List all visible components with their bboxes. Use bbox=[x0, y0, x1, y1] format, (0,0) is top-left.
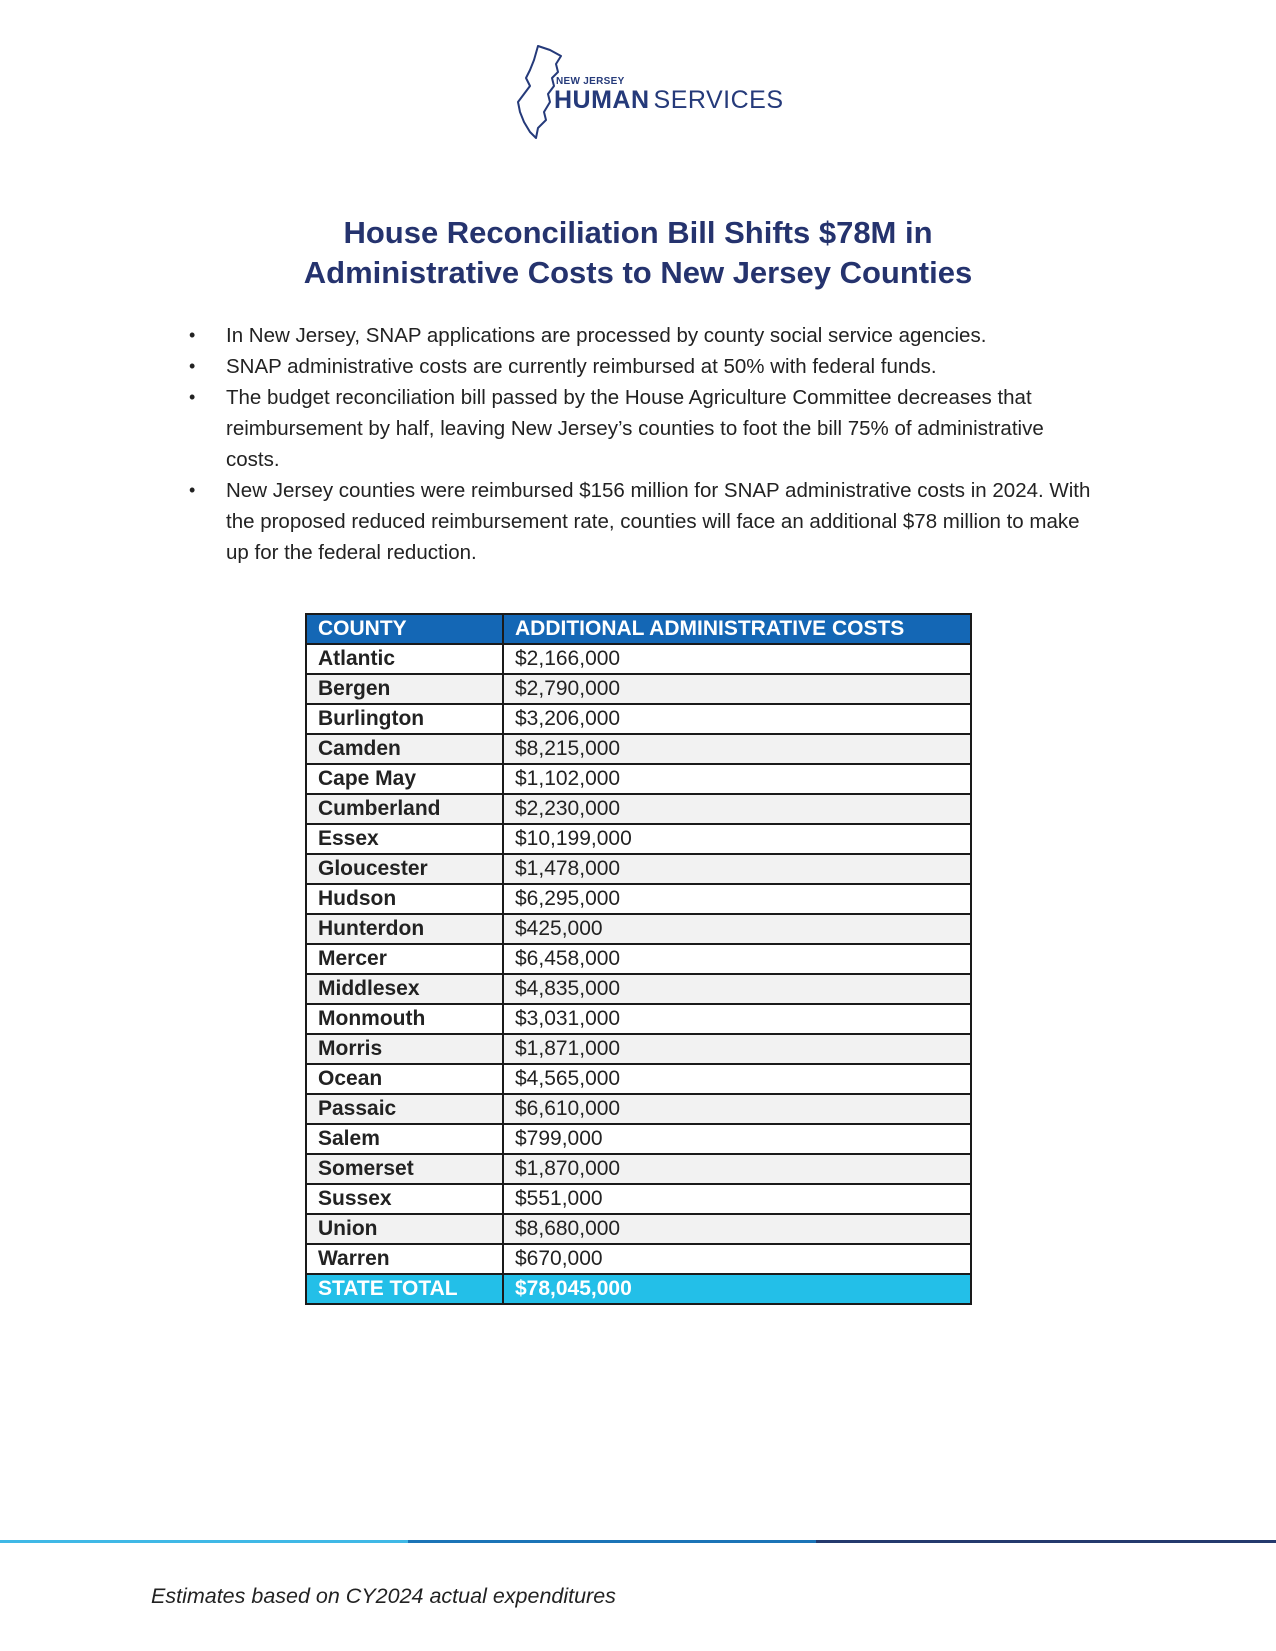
table-row bbox=[306, 764, 971, 794]
county-cost: $2,166,000 bbox=[503, 644, 971, 674]
table-row bbox=[306, 734, 971, 764]
table-row bbox=[306, 974, 971, 1004]
county-name: Mercer bbox=[306, 944, 503, 974]
county-name: Sussex bbox=[306, 1184, 503, 1214]
county-cost: $1,478,000 bbox=[503, 854, 971, 884]
logo-human-text: HUMAN bbox=[554, 86, 650, 114]
footer-rule-segment bbox=[0, 1540, 408, 1543]
county-name: Atlantic bbox=[306, 644, 503, 674]
column-header-costs: ADDITIONAL ADMINISTRATIVE COSTS bbox=[503, 614, 971, 644]
logo-state-label: NEW JERSEY bbox=[556, 76, 625, 87]
table-row bbox=[306, 1004, 971, 1034]
bullet-item bbox=[187, 320, 1097, 351]
county-cost: $3,031,000 bbox=[503, 1004, 971, 1034]
table-row bbox=[306, 1064, 971, 1094]
county-name: Warren bbox=[306, 1244, 503, 1274]
table-row bbox=[306, 884, 971, 914]
table-row bbox=[306, 854, 971, 884]
county-name: Middlesex bbox=[306, 974, 503, 1004]
county-name: Gloucester bbox=[306, 854, 503, 884]
bullet-dot-icon: • bbox=[189, 356, 196, 376]
table-row bbox=[306, 1184, 971, 1214]
county-name: Burlington bbox=[306, 704, 503, 734]
county-cost: $6,295,000 bbox=[503, 884, 971, 914]
county-cost: $425,000 bbox=[503, 914, 971, 944]
bullet-dot-icon: • bbox=[189, 387, 196, 407]
county-name: Camden bbox=[306, 734, 503, 764]
table-row bbox=[306, 914, 971, 944]
county-name: Monmouth bbox=[306, 1004, 503, 1034]
county-cost: $1,871,000 bbox=[503, 1034, 971, 1064]
county-cost: $4,565,000 bbox=[503, 1064, 971, 1094]
total-row bbox=[306, 1274, 971, 1304]
bullet-item bbox=[187, 475, 1097, 568]
table-row bbox=[306, 1244, 971, 1274]
nj-human-services-logo bbox=[516, 42, 816, 152]
county-cost: $799,000 bbox=[503, 1124, 971, 1154]
table-row bbox=[306, 1214, 971, 1244]
logo-services-text: SERVICES bbox=[653, 86, 784, 114]
bullet-text: New Jersey counties were reimbursed $156 million for SNAP administrative costs in 2024. With the proposed reduced reimbursement rate, counties will face an additional $78 million to make up for the federal reduction. bbox=[226, 479, 1091, 564]
total-label: STATE TOTAL bbox=[306, 1274, 503, 1304]
table-row bbox=[306, 944, 971, 974]
county-cost: $2,790,000 bbox=[503, 674, 971, 704]
column-header-county: COUNTY bbox=[306, 614, 503, 644]
bullet-dot-icon: • bbox=[189, 480, 196, 500]
county-cost: $670,000 bbox=[503, 1244, 971, 1274]
county-name: Ocean bbox=[306, 1064, 503, 1094]
bullet-text: The budget reconciliation bill passed by the House Agriculture Committee decreases that reimbursement by half, leaving New Jersey’s counties to foot the bill 75% of administrative costs. bbox=[226, 386, 1044, 471]
table-row bbox=[306, 674, 971, 704]
county-cost: $8,680,000 bbox=[503, 1214, 971, 1244]
county-name: Passaic bbox=[306, 1094, 503, 1124]
bullet-item bbox=[187, 351, 1097, 382]
footnote: Estimates based on CY2024 actual expenditures bbox=[151, 1584, 616, 1608]
table-row bbox=[306, 1034, 971, 1064]
table-row bbox=[306, 704, 971, 734]
county-cost: $8,215,000 bbox=[503, 734, 971, 764]
county-name: Salem bbox=[306, 1124, 503, 1154]
table-row bbox=[306, 794, 971, 824]
table-row bbox=[306, 644, 971, 674]
county-name: Hudson bbox=[306, 884, 503, 914]
county-cost: $3,206,000 bbox=[503, 704, 971, 734]
county-name: Morris bbox=[306, 1034, 503, 1064]
county-costs-table bbox=[305, 613, 972, 1305]
table-header-row bbox=[306, 614, 971, 644]
county-name: Cape May bbox=[306, 764, 503, 794]
county-cost: $2,230,000 bbox=[503, 794, 971, 824]
county-cost: $551,000 bbox=[503, 1184, 971, 1214]
county-cost: $6,458,000 bbox=[503, 944, 971, 974]
county-name: Bergen bbox=[306, 674, 503, 704]
bullet-dot-icon: • bbox=[189, 325, 196, 345]
table-row bbox=[306, 1094, 971, 1124]
table-row bbox=[306, 824, 971, 854]
county-cost: $1,102,000 bbox=[503, 764, 971, 794]
county-name: Hunterdon bbox=[306, 914, 503, 944]
bullet-text: SNAP administrative costs are currently reimbursed at 50% with federal funds. bbox=[226, 355, 937, 378]
total-value: $78,045,000 bbox=[503, 1274, 971, 1304]
county-name: Essex bbox=[306, 824, 503, 854]
county-name: Cumberland bbox=[306, 794, 503, 824]
bullet-item bbox=[187, 382, 1097, 475]
county-cost: $6,610,000 bbox=[503, 1094, 971, 1124]
logo-wordmark bbox=[554, 86, 784, 115]
county-cost: $10,199,000 bbox=[503, 824, 971, 854]
bullet-list bbox=[187, 320, 1097, 568]
page-title-line-2: Administrative Costs to New Jersey Counties bbox=[303, 255, 973, 290]
footer-rule-segment bbox=[408, 1540, 816, 1543]
footer-rule-segment bbox=[816, 1540, 1276, 1543]
county-name: Union bbox=[306, 1214, 503, 1244]
table-row bbox=[306, 1154, 971, 1184]
page-title-line-1: House Reconciliation Bill Shifts $78M in bbox=[343, 215, 933, 250]
county-name: Somerset bbox=[306, 1154, 503, 1184]
county-cost: $1,870,000 bbox=[503, 1154, 971, 1184]
table-row bbox=[306, 1124, 971, 1154]
county-cost: $4,835,000 bbox=[503, 974, 971, 1004]
bullet-text: In New Jersey, SNAP applications are processed by county social service agencies. bbox=[226, 324, 987, 347]
